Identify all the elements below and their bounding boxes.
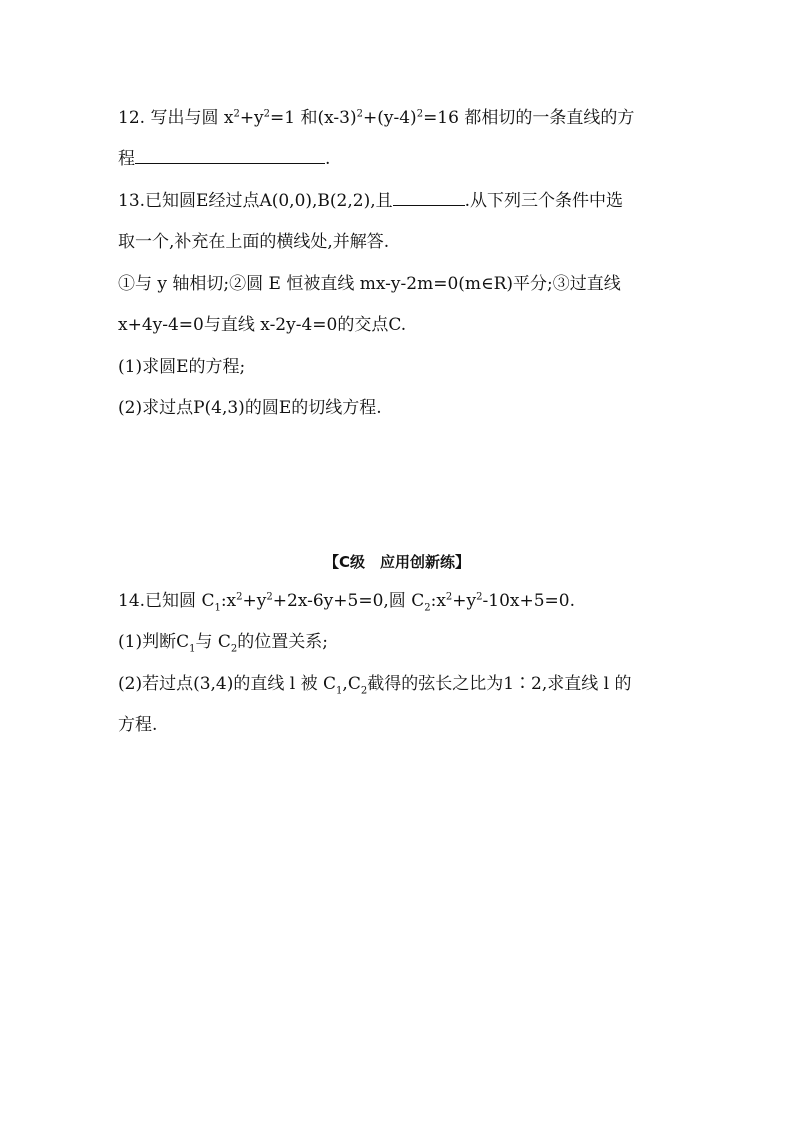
q12-line1 [118, 106, 678, 130]
superscript: 2 [233, 108, 240, 120]
q14-text-g: -10x+5=0. [482, 591, 576, 611]
q12-text-d: +(y-4) [363, 108, 417, 128]
q14-text-b: :x [220, 591, 237, 611]
superscript: 2 [356, 108, 363, 120]
subscript: 2 [424, 602, 431, 614]
subscript: 2 [360, 685, 368, 697]
q12-text-f: 程 [118, 149, 135, 169]
answer-blank[interactable] [393, 189, 465, 206]
q14-part2-text-b: ,C [342, 674, 361, 694]
superscript: 2 [445, 591, 453, 603]
section-heading: 【C级 应用创新练】 [323, 553, 470, 571]
q13-line4: x+4y-4=0与直线 x-2y-4=0的交点C. [118, 315, 407, 335]
q14-part2-text-a: (2)若过点(3,4)的直线 l 被 C [118, 674, 337, 694]
q14-text-f: +y [452, 591, 477, 611]
q12-line2 [118, 147, 678, 171]
q14-text-c: +y [242, 591, 267, 611]
superscript: 2 [263, 108, 271, 120]
q14-part1-text-b: 与 C [195, 632, 231, 652]
q12-text-e: =16 都相切的一条直线的方 [423, 108, 635, 128]
q13-part2: (2)求过点P(4,3)的圆E的切线方程. [118, 398, 382, 418]
superscript: 2 [476, 591, 483, 603]
q13-text-b: .从下列三个条件中选 [464, 191, 624, 211]
q13-line1 [118, 189, 678, 213]
subscript: 1 [189, 643, 196, 655]
q13-text-a: 13.已知圆E经过点A(0,0),B(2,2),且 [118, 191, 393, 211]
q12-text-c: =1 和(x-3) [270, 108, 357, 128]
q14-part2-line2: 方程. [118, 715, 158, 735]
q14-text-d: +2x-6y+5=0,圆 C [272, 591, 425, 611]
subscript: 1 [336, 685, 343, 697]
subscript: 2 [230, 643, 238, 655]
subscript: 1 [214, 602, 221, 614]
q14-text-e: :x [430, 591, 446, 611]
q12-text-a: 12. 写出与圆 x [118, 108, 234, 128]
q14-part1 [118, 630, 678, 654]
q13-part1: (1)求圆E的方程; [118, 357, 246, 377]
q14-line1 [118, 589, 678, 613]
q13-line3: ①与 y 轴相切;②圆 E 恒被直线 mx-y-2m=0(m∈R)平分;③过直线 [118, 274, 621, 294]
answer-blank[interactable] [135, 147, 325, 164]
superscript: 2 [236, 591, 243, 603]
q12-text-b: +y [239, 108, 264, 128]
q12-period: . [325, 149, 331, 169]
superscript: 2 [266, 591, 273, 603]
superscript: 2 [416, 108, 424, 120]
q14-text-a: 14.已知圆 C [118, 591, 215, 611]
q14-part1-text-a: (1)判断C [118, 632, 190, 652]
q14-part2-line1 [118, 672, 678, 696]
q14-part2-text-c: 截得的弦长之比为1∶2,求直线 l 的 [367, 674, 632, 694]
q13-line2: 取一个,补充在上面的横线处,并解答. [118, 232, 390, 252]
q14-part1-text-c: 的位置关系; [237, 632, 328, 652]
